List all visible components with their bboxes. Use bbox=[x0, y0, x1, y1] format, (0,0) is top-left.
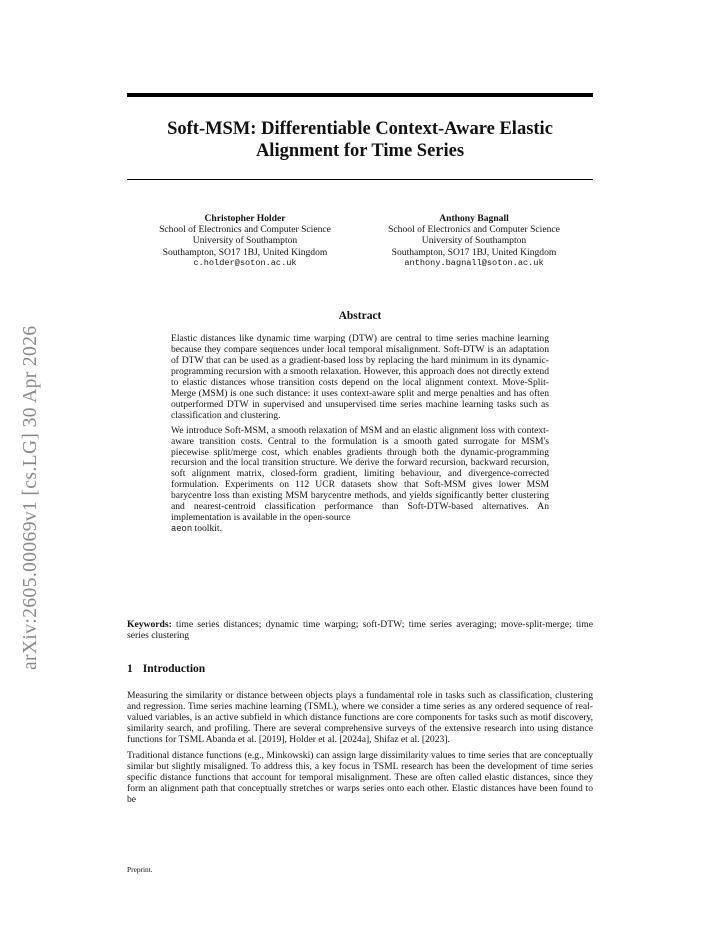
arxiv-identifier: arXiv:2605.00069v1 [cs.LG] 30 Apr 2026 bbox=[20, 325, 41, 670]
author-address: Southampton, SO17 1BJ, United Kingdom bbox=[162, 246, 328, 258]
keywords-list: time series distances; dynamic time warping; soft-DTW; time series averaging; move-split-merge; time series clustering bbox=[127, 619, 593, 641]
footer-note: Preprint. bbox=[127, 865, 153, 874]
intro-paragraph: Measuring the similarity or distance between objects plays a fundamental role in tasks such as classification, clustering and regression. Time series machine learning (TSML), where we consider a time series as any ordered sequence of real-valued variables, is an active subfield in which distance functions are core components for tasks such as motif discovery, similarity search, and profiling. There are several comprehensive surveys of the extensive research into using distance functions for TSML Abanda et al. [2019], Holder et al. [2024a], Shifaz et al. [2023]. bbox=[127, 690, 593, 745]
paper-title: Soft-MSM: Differentiable Context-Aware Elastic Alignment for Time Series bbox=[167, 119, 553, 161]
title-rule-bottom bbox=[127, 179, 593, 180]
author-university: University of Southampton bbox=[421, 235, 527, 247]
abstract-paragraph bbox=[171, 426, 549, 536]
author-block bbox=[359, 213, 589, 269]
abstract-paragraph: Elastic distances like dynamic time warping (DTW) are central to time series machine learning because they compare sequences under local temporal misalignment. Soft-DTW is an adaptation of DTW that can be used as a gradient-based loss by replacing the hard minimum in its dynamic-programming recursion with a smooth relaxation. However, this approach does not directly extend to elastic distances whose transition costs depend on the local alignment context. Move-Split-Merge (MSM) is one such distance: it uses context-aware split and merge penalties and has often outperformed DTW in supervised and unsupervised time series machine learning tasks such as classification and clustering. bbox=[171, 333, 549, 421]
keywords-label: Keywords: bbox=[127, 619, 172, 630]
intro-paragraph: Traditional distance functions (e.g., Minkowski) can assign large dissimilarity values to time series that are conceptually similar but slightly misaligned. To address this, a key focus in TSML research has been the development of time series specific distance functions that account for temporal misalignment. These are often called elastic distances, since they form an alignment path that conceptually stretches or warps series onto each other. Elastic distances have been found to be bbox=[127, 750, 593, 805]
author-university: University of Southampton bbox=[192, 235, 298, 247]
author-block bbox=[130, 213, 360, 269]
abstract-text-end: toolkit. bbox=[192, 523, 222, 535]
section-title: Introduction bbox=[142, 663, 206, 675]
author-name: Christopher Holder bbox=[204, 213, 286, 224]
abstract-heading: Abstract bbox=[338, 310, 382, 322]
author-department: School of Electronics and Computer Science bbox=[159, 224, 331, 236]
abstract-text: We introduce Soft-MSM, a smooth relaxation of MSM and an elastic alignment loss with context-aware transition costs. Central to the formulation is a smooth gated surrogate for MSM's piecewise split/merge cost, which enables gradients through both the dynamic-programming recursion and the local transition structure. We derive the forward recursion, backward recursion, soft alignment matrix, closed-form gradient, limiting behaviour, and divergence-corrected formulation. Experiments on 112 UCR datasets show that Soft-MSM gives lower MSM barycentre loss than existing MSM barycentre methods, and yields significantly better clustering and nearest-centroid classification performance than Soft-DTW-based alternatives. An implementation is available in the open-source bbox=[171, 424, 549, 524]
section-heading bbox=[127, 663, 205, 675]
author-address: Southampton, SO17 1BJ, United Kingdom bbox=[391, 246, 557, 258]
author-email[interactable]: anthony.bagnall@soton.ac.uk bbox=[404, 257, 544, 268]
abstract-body bbox=[171, 334, 549, 539]
keywords bbox=[127, 619, 593, 641]
section-number: 1 bbox=[127, 663, 133, 675]
title-rule-top bbox=[127, 93, 593, 97]
author-name: Anthony Bagnall bbox=[439, 213, 509, 224]
author-department: School of Electronics and Computer Science bbox=[388, 224, 560, 236]
author-email[interactable]: c.holder@soton.ac.uk bbox=[193, 257, 297, 268]
introduction-body bbox=[127, 690, 593, 810]
aeon-code: aeon bbox=[171, 524, 193, 535]
